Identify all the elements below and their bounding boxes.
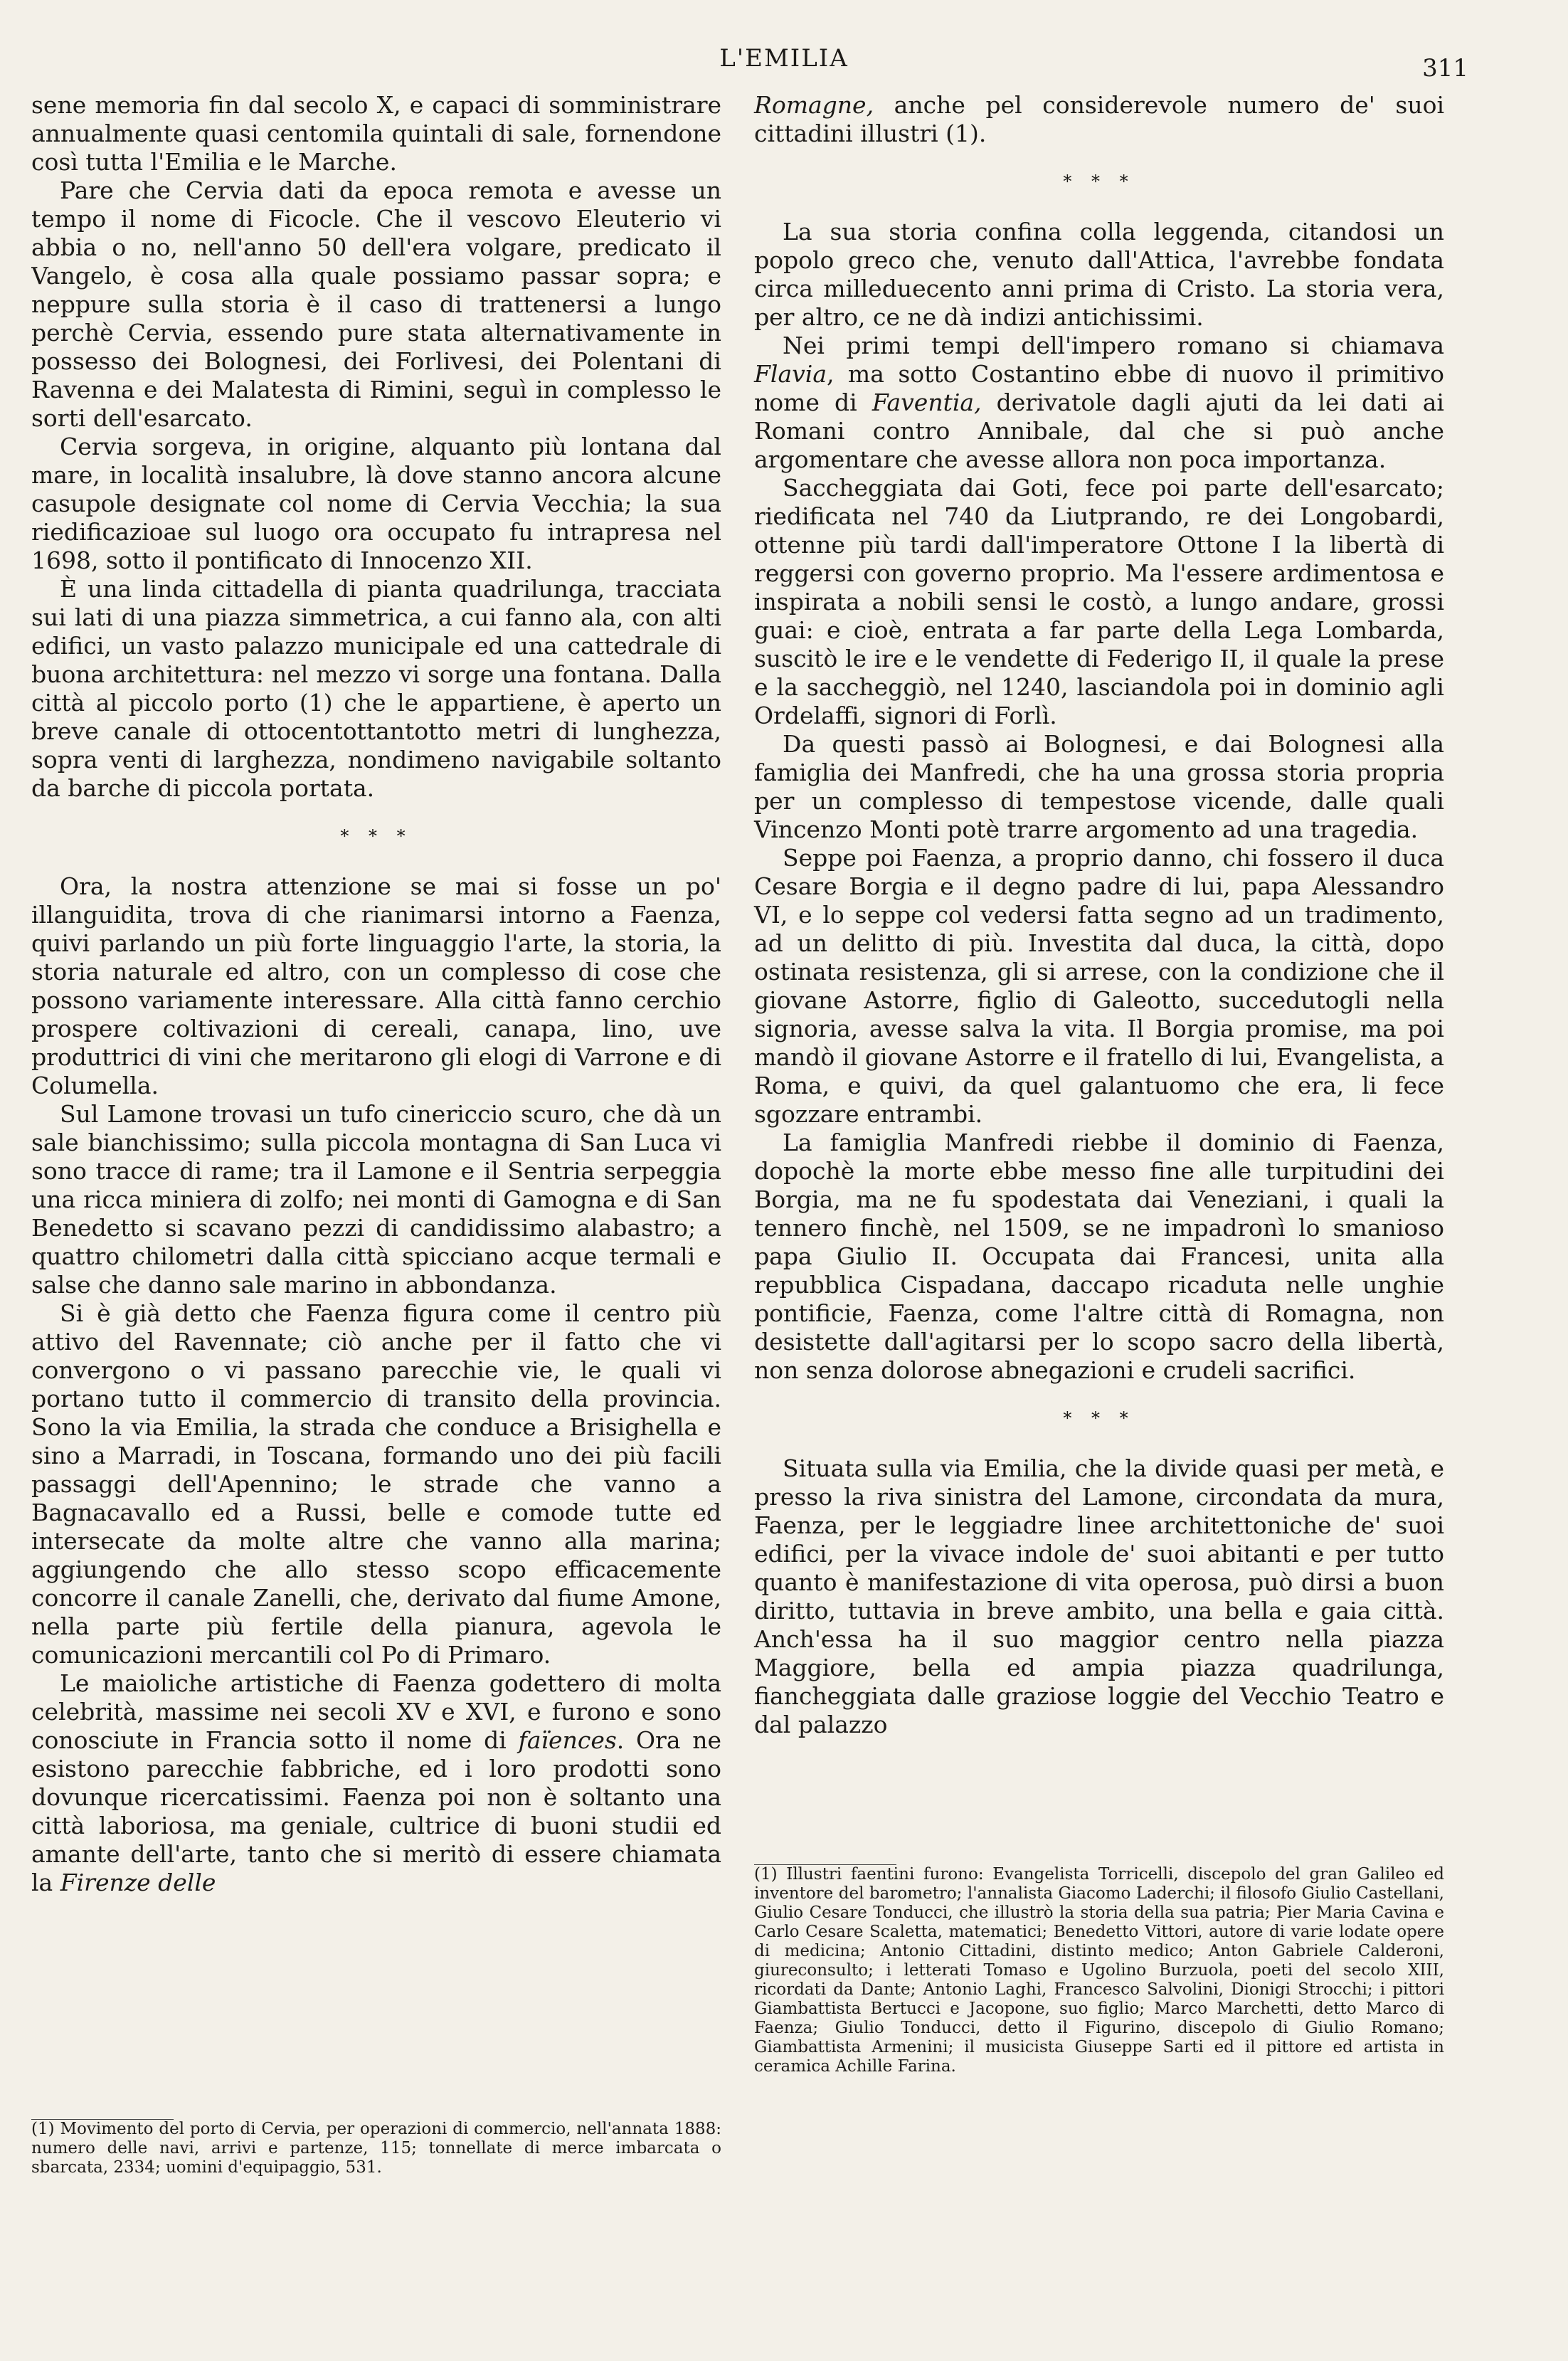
footnote: (1) Movimento del porto di Cervia, per operazioni di commercio, nell'annata 1888: numero delle navi, arrivi e partenze, 115; tonnellate di merce imbarcata o sbarcata, 2334; uomini d'equipaggio, 531. xyxy=(31,2120,721,2177)
italic-term: Firenze delle xyxy=(60,1869,216,1896)
text-run: . Ora ne esistono parecchie fabbriche, ed i loro prodotti sono dovunque ricercatissimi. Faenza poi non è soltanto una città laboriosa, ma geniale, cultrice di buoni studii ed amante dell'arte, tanto che si meritò di essere chiamata la xyxy=(31,1726,721,1896)
paragraph: Seppe poi Faenza, a proprio danno, chi fossero il duca Cesare Borgia e il degno padre di lui, papa Alessandro VI, e lo seppe col vedersi fatta segno ad un tradimento, ad un delitto di più. Investita dal duca, la città, dopo ostinata resistenza, gli si arrese, con la condizione che il giovane Astorre, figlio di Galeotto, succedutogli nella signoria, avesse salva la vita. Il Borgia promise, ma poi mandò il giovane Astorre e il fratello di lui, Evangelista, a Roma, e quivi, da quel galantuomo che era, li fece sgozzare entrambi. xyxy=(754,844,1444,1128)
paragraph: sene memoria fin dal secolo X, e capaci di somministrare annualmente quasi centomila quintali di sale, fornendone così tutta l'Emilia e le Marche. xyxy=(31,91,721,176)
page-number: 311 xyxy=(1422,54,1468,83)
section-ornament: * * * xyxy=(1063,1408,1135,1428)
paragraph: Ora, la nostra attenzione se mai si fosse un po' illanguidita, trova di che rianimarsi intorno a Faenza, quivi parlando un più forte linguaggio l'arte, la storia, la storia naturale ed altro, con un complesso di cose che possono variamente interessare. Alla città fanno cerchio prospere coltivazioni di cereali, canapa, lino, uve produttrici di vini che meritarono gli elogi di Varrone e di Columella. xyxy=(31,872,721,1099)
text-run: anche pel considerevole numero de' suoi cittadini illustri (1). xyxy=(754,91,1444,147)
right-footnote-block xyxy=(754,1864,1444,2076)
right-column xyxy=(754,91,1444,1739)
paragraph xyxy=(754,332,1444,474)
paragraph: Situata sulla via Emilia, che la divide quasi per metà, e presso la riva sinistra del Lamone, circondata da mura, Faenza, per le leggiadre linee architettoniche de' suoi edifici, per la vivace indole de' suoi abitanti e per tutto quanto è manifestazione di vita operosa, può dirsi a buon diritto, tuttavia in breve ambito, una bella e gaia città. Anch'essa ha il suo maggior centro nella piazza Maggiore, bella ed ampia piazza quadrilunga, fiancheggiata dalle graziose loggie del Vecchio Teatro e dal palazzo xyxy=(754,1454,1444,1738)
paragraph: La famiglia Manfredi riebbe il dominio di Faenza, dopochè la morte ebbe messo fine alle turpitudini dei Borgia, ma ne fu spodestata dai Veneziani, i quali la tennero finchè, nel 1509, se ne impadronì lo smanioso papa Giulio II. Occupata dai Francesi, unita alla repubblica Cispadana, daccapo ricaduta nelle unghie pontificie, Faenza, come l'altre città di Romagna, non desistette dall'agitarsi per lo scopo sacro della libertà, non senza dolorose abnegazioni e crudeli sacrifici. xyxy=(754,1129,1444,1384)
running-head: L'EMILIA xyxy=(719,44,849,73)
text-run: Nei primi tempi dell'impero romano si chiamava xyxy=(783,332,1444,359)
paragraph: Da questi passò ai Bolognesi, e dai Bolognesi alla famiglia dei Manfredi, che ha una grossa storia propria per un complesso di tempestose vicende, dalle quali Vincenzo Monti potè trarre argomento ad una tragedia. xyxy=(754,730,1444,843)
paragraph: È una linda cittadella di pianta quadrilunga, tracciata sui lati di una piazza simmetrica, a cui fanno ala, con alti edifici, un vasto palazzo municipale ed una cattedrale di buona architettura: nel mezzo vi sorge una fontana. Dalla città al piccolo porto (1) che le appartiene, è aperto un breve canale di ottocentottantotto metri di lunghezza, sopra venti di larghezza, nondimeno navigabile soltanto da barche di piccola portata. xyxy=(31,575,721,802)
paragraph: Pare che Cervia dati da epoca remota e avesse un tempo il nome di Ficocle. Che il vescovo Eleuterio vi abbia o no, nell'anno 50 dell'era volgare, predicato il Vangelo, è cosa alla quale possiamo passar sopra; e neppure sulla storia è il caso di trattenersi a lungo perchè Cervia, essendo pure stata alternativamente in possesso dei Bolognesi, dei Forlivesi, dei Polentani di Ravenna e dei Malatesta di Rimini, seguì in complesso le sorti dell'esarcato. xyxy=(31,176,721,432)
paragraph xyxy=(754,91,1444,148)
paragraph: Saccheggiata dai Goti, fece poi parte dell'esarcato; riedificata nel 740 da Liutprando, re dei Longobardi, ottenne più tardi dall'imperatore Ottone I la libertà di reggersi con governo proprio. Ma l'essere ardimentosa e inspirata a nobili sensi le costò, a lungo andare, grossi guai: e cioè, entrata a far parte della Lega Lombarda, suscitò le ire e le vendette di Federigo II, il quale la prese e la saccheggiò, nel 1240, lasciandola poi in dominio agli Ordelaffi, signori di Forlì. xyxy=(754,474,1444,729)
paragraph: La sua storia confina colla leggenda, citandosi un popolo greco che, venuto dall'Attica, l'avrebbe fondata circa milleduecento anni prima di Cristo. La storia vera, per altro, ce ne dà indizi antichissimi. xyxy=(754,218,1444,331)
left-column xyxy=(31,91,721,2069)
text-run: Le maioliche artistiche di Faenza godettero di molta celebrità, massime nei secoli XV e XVI, e furono e sono conosciute in Francia sotto il nome di xyxy=(31,1669,721,1754)
text-run: derivatole dagli ajuti da lei dati ai Romani contro Annibale, dal che si può anche argomentare che avesse allora non poca importanza. xyxy=(754,389,1444,473)
italic-term: Flavia xyxy=(754,360,827,388)
paragraph: Sul Lamone trovasi un tufo cinericcio scuro, che dà un sale bianchissimo; sulla piccola montagna di San Luca vi sono tracce di rame; tra il Lamone e il Sentria serpeggia una ricca miniera di zolfo; nei monti di Gamogna e di San Benedetto si scavano pezzi di candidissimo alabastro; a quattro chilometri dalla città spicciano acque termali e salse che danno sale marino in abbondanza. xyxy=(31,1100,721,1299)
paragraph: Cervia sorgeva, in origine, alquanto più lontana dal mare, in località insalubre, là dove stanno ancora alcune casupole designate col nome di Cervia Vecchia; la sua riedificazioae sul luogo ora occupato fu intrapresa nel 1698, sotto il pontificato di Innocenzo XII. xyxy=(31,433,721,574)
italic-term: Faventia, xyxy=(872,389,982,416)
italic-term: Romagne, xyxy=(754,91,874,119)
left-footnote-block xyxy=(31,2119,721,2177)
text-run: , ma sotto Costantino ebbe di nuovo il primitivo nome di xyxy=(754,360,1444,416)
footnote: (1) Illustri faentini furono: Evangelista Torricelli, discepolo del gran Galileo ed inventore del barometro; l'annalista Giacomo Laderchi; il filosofo Giulio Castellani, Giulio Cesare Tonducci, che illustrò la storia della sua patria; Pier Maria Cavina e Carlo Cesare Scaletta, matematici; Benedetto Vittori, autore di varie lodate opere di medicina; Antonio Cittadini, distinto medico; Anton Gabriele Calderoni, giureconsulto; i letterati Tomaso e Ugolino Burzuola, poeti del secolo XIII, ricordati da Dante; Antonio Laghi, Francesco Salvolini, Dionigi Strocchi; i pittori Giambattista Bertucci e Jacopone, suo figlio; Marco Marchetti, detto Marco di Faenza; Giulio Tonducci, detto il Figurino, discepolo di Giulio Romano; Giambattista Armenini; il musicista Giuseppe Sarti ed il pittore ed artista in ceramica Achille Farina. xyxy=(754,1865,1444,2076)
section-ornament: * * * xyxy=(1063,171,1135,191)
paragraph xyxy=(31,1669,721,1897)
section-ornament: * * * xyxy=(340,826,413,846)
italic-term: faïences xyxy=(518,1726,617,1754)
paragraph: Si è già detto che Faenza figura come il centro più attivo del Ravennate; ciò anche per il fatto che vi convergono o vi passano parecchie vie, le quali vi portano tutto il commercio di transito della provincia. Sono la via Emilia, la strada che conduce a Brisighella e sino a Marradi, in Toscana, formando uno dei più facili passaggi dell'Apennino; le strade che vanno a Bagnacavallo ed a Russi, belle e comode tutte ed intersecate da molte altre che vanno alla marina; aggiungendo che allo stesso scopo efficacemente concorre il canale Zanelli, che, derivato dal fiume Amone, nella parte più fertile della pianura, agevola le comunicazioni mercantili col Po di Primaro. xyxy=(31,1299,721,1669)
